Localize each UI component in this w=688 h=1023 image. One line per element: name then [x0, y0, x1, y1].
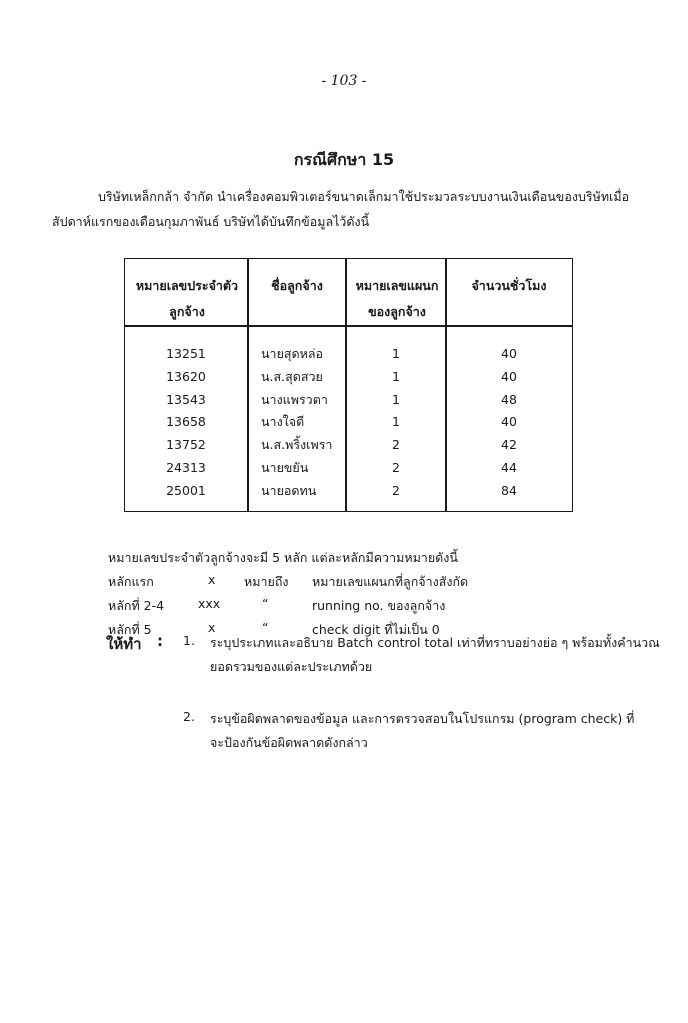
cell-employee-name: นางใจดี [261, 414, 305, 430]
column-department-number [347, 343, 445, 503]
cell-hours: 44 [501, 459, 517, 475]
id-code-row [108, 596, 668, 618]
column-hours [447, 343, 571, 503]
code-description: หมายเลขแผนกที่ลูกจ้างสังกัด [312, 574, 469, 589]
cell-employee-id: 24313 [166, 459, 206, 475]
task-text-line-2: จะป้องกันข้อผิดพลาดดังกล่าว [210, 735, 368, 750]
cell-employee-name: นายอดทน [261, 482, 317, 498]
cell-department-number: 1 [392, 414, 400, 430]
task-text-line-1: ระบุข้อผิดพลาดของข้อมูล และการตรวจสอบในโปรแกรม (program check) ที่ [210, 711, 635, 726]
cell-department-number: 2 [392, 459, 400, 475]
cell-department-number: 1 [392, 391, 400, 407]
intro-paragraph-line-1: บริษัทเหล็กกล้า จำกัด นำเครื่องคอมพิวเตอร์ขนาดเล็กมาใช้ประมวลระบบงานเงินเดือนของบริษัทเมื่อ [98, 189, 630, 204]
code-means: “ [262, 620, 269, 635]
case-title: กรณีศึกษา 15 [293, 150, 395, 169]
code-description: running no. ของลูกจ้าง [312, 598, 446, 613]
employee-hours-table [124, 258, 573, 512]
cell-employee-name: นายสุดหล่อ [261, 346, 324, 361]
task-text-line-2: ยอดรวมของแต่ละประเภทด้วย [210, 659, 373, 674]
cell-department-number: 1 [392, 368, 400, 384]
header-department-number: หมายเลขแผนก ของลูกจ้าง [355, 278, 439, 319]
cell-hours: 48 [501, 391, 517, 407]
cell-employee-id: 13752 [166, 437, 206, 453]
instruction-colon: : [157, 632, 163, 650]
cell-hours: 40 [501, 346, 517, 361]
cell-hours: 40 [501, 368, 517, 384]
header-hours: จำนวนชั่วโมง [471, 278, 547, 293]
cell-employee-name: นางแพรวตา [261, 391, 328, 407]
cell-hours: 84 [501, 482, 517, 498]
task-text-line-1: ระบุประเภทและอธิบาย Batch control total เท่าที่ทราบอย่างย่อ ๆ พร้อมทั้งคำนวณ [210, 635, 660, 650]
id-code-note-intro: หมายเลขประจำตัวลูกจ้างจะมี 5 หลัก แต่ละหลักมีความหมายดังนี้ [108, 550, 458, 565]
header-employee-id: หมายเลขประจำตัว ลูกจ้าง [135, 278, 239, 319]
cell-employee-name: น.ส.สุดสวย [261, 368, 323, 384]
code-format: x [208, 572, 216, 587]
code-format: xxx [198, 596, 221, 611]
code-position: หลักแรก [108, 574, 154, 589]
id-code-row [108, 572, 668, 594]
cell-employee-id: 13658 [166, 414, 206, 430]
header-employee-name: ชื่อลูกจ้าง [271, 278, 323, 293]
cell-department-number: 1 [392, 346, 400, 361]
code-format: x [208, 620, 216, 635]
task-number: 2. [183, 709, 195, 724]
cell-employee-name: น.ส.พริ้งเพรา [261, 437, 333, 453]
instruction-label: ให้ทำ [106, 635, 142, 653]
code-description: check digit ที่ไม่เป็น 0 [312, 622, 440, 637]
code-means: “ [262, 596, 269, 611]
page-number: - 103 - [321, 73, 367, 89]
intro-paragraph-line-2: สัปดาห์แรกของเดือนกุมภาพันธ์ บริษัทได้บันทึกข้อมูลไว้ดังนี้ [52, 214, 370, 229]
column-employee-id [125, 343, 247, 503]
cell-hours: 40 [501, 414, 517, 430]
task-number: 1. [183, 633, 195, 648]
header-divider [125, 325, 572, 327]
cell-employee-id: 13251 [166, 346, 206, 361]
cell-department-number: 2 [392, 482, 400, 498]
cell-employee-id: 13543 [166, 391, 206, 407]
code-position: หลักที่ 2-4 [108, 598, 165, 613]
cell-employee-id: 13620 [166, 368, 206, 384]
cell-employee-name: นายขยัน [261, 459, 309, 475]
cell-employee-id: 25001 [166, 482, 206, 498]
code-position: หลักที่ 5 [108, 622, 152, 637]
column-employee-name [261, 343, 345, 503]
cell-department-number: 2 [392, 437, 400, 453]
code-means: หมายถึง [244, 574, 289, 589]
cell-hours: 42 [501, 437, 517, 453]
